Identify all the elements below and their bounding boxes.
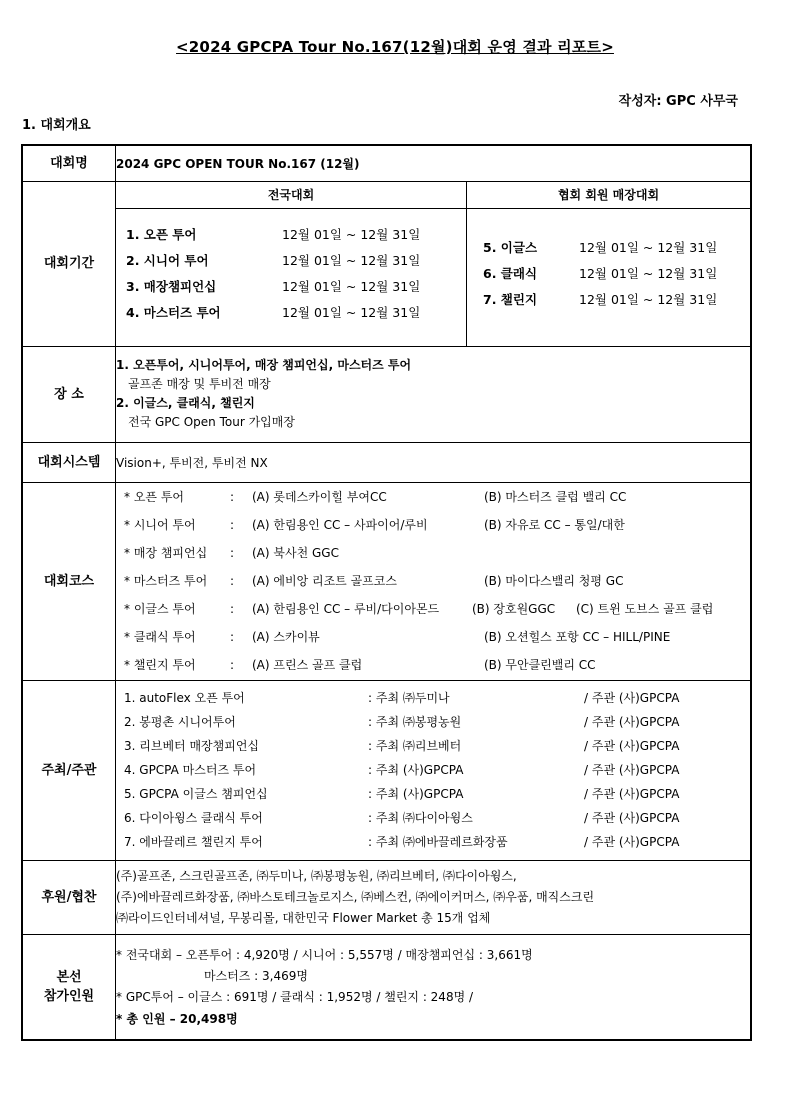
course-tour: * 챌린지 투어: [124, 658, 196, 672]
host-event: 1. autoFlex 오픈 투어: [124, 691, 245, 705]
host-event: 2. 봉평촌 시니어투어: [124, 715, 236, 729]
course-item: [124, 511, 750, 539]
host-event: 3. 리브베터 매장챔피언십: [124, 739, 259, 753]
course-a: (A) 한림용인 CC – 사파이어/루비: [252, 518, 428, 532]
course-c: (C) 트윈 도브스 골프 클럽: [576, 602, 714, 616]
national-column: [116, 182, 467, 346]
course-tour: * 마스터즈 투어: [124, 574, 208, 588]
course-colon: :: [230, 630, 235, 644]
host-organizer: : 주최 (사)GPCPA: [368, 787, 464, 801]
host-operator: / 주관 (사)GPCPA: [584, 811, 680, 825]
system-label: 대회시스템: [22, 442, 116, 482]
host-item: [124, 758, 750, 782]
course-a: (A) 스카이뷰: [252, 630, 320, 644]
period-label: 대회기간: [22, 181, 116, 346]
host-operator: / 주관 (사)GPCPA: [584, 787, 680, 801]
host-organizer: : 주최 ㈜에바끌레르화장품: [368, 835, 508, 849]
course-colon: :: [230, 490, 235, 504]
event-name-label: 대회명: [22, 145, 116, 181]
national-item: 2. 시니어 투어 12월 01일 ~ 12월 31일: [126, 252, 421, 268]
participants-total: * 총 인원 – 20,498명: [116, 1011, 238, 1026]
host-operator: / 주관 (사)GPCPA: [584, 835, 680, 849]
course-a: (A) 롯데스카이힐 부여CC: [252, 490, 387, 504]
row-event-name: [22, 145, 751, 181]
national-item: 1. 오픈 투어 12월 01일 ~ 12월 31일: [126, 226, 421, 242]
participants-line: * GPC투어 – 이글스 : 691명 / 클래식 : 1,952명 / 챌린지 : 248명 /: [116, 989, 474, 1004]
host-item: [124, 734, 750, 758]
row-participants: [22, 934, 751, 1040]
host-event: 5. GPCPA 이글스 챔피언십: [124, 787, 268, 801]
host-label: 주최/주관: [22, 680, 116, 860]
row-sponsors: [22, 860, 751, 934]
sponsor-line: (주)골프존, 스크린골프존, ㈜두미나, ㈜봉평농원, ㈜리브베터, ㈜다이아윙스,: [116, 868, 517, 883]
course-b: (B) 오션힐스 포항 CC – HILL/PINE: [484, 630, 671, 644]
member-item: 6. 클래식 12월 01일 ~ 12월 31일: [483, 265, 718, 281]
national-header: 전국대회: [116, 182, 466, 209]
sponsors-label: 후원/협찬: [22, 860, 116, 934]
course-item: [124, 483, 750, 511]
sponsors-content: [116, 860, 752, 934]
course-colon: :: [230, 658, 235, 672]
host-organizer: : 주최 ㈜다이아윙스: [368, 811, 473, 825]
host-item: [124, 830, 750, 854]
author-line: 작성자: GPC 사무국: [618, 94, 738, 109]
course-item: [124, 539, 750, 567]
venue-line: 골프존 매장 및 투비전 매장: [128, 377, 271, 391]
course-a: (A) 북사천 GGC: [252, 546, 339, 560]
courses-label: 대회코스: [22, 482, 116, 680]
course-tour: * 오픈 투어: [124, 490, 184, 504]
participants-line: * 전국대회 – 오픈투어 : 4,920명 / 시니어 : 5,557명 / 매장챔피언십 : 3,661명: [116, 947, 533, 962]
participants-label: 본선 참가인원: [22, 934, 116, 1040]
course-tour: * 이글스 투어: [124, 602, 196, 616]
host-item: [124, 782, 750, 806]
host-event: 7. 에바끌레르 챌린지 투어: [124, 835, 263, 849]
course-item: [124, 567, 750, 595]
course-colon: :: [230, 574, 235, 588]
sponsor-line: (주)에바끌레르화장품, ㈜바스토테크놀로지스, ㈜베스컨, ㈜에이커머스, ㈜우품, 매직스크린: [116, 889, 595, 904]
overview-table: [21, 144, 752, 1041]
host-operator: / 주관 (사)GPCPA: [584, 691, 680, 705]
host-organizer: : 주최 ㈜리브베터: [368, 739, 462, 753]
system-value: Vision+, 투비전, 투비전 NX: [116, 442, 752, 482]
course-item: [124, 651, 750, 679]
course-item: [124, 595, 750, 623]
row-host: [22, 680, 751, 860]
section-heading: 1. 대회개요: [22, 118, 91, 133]
member-item: 5. 이글스 12월 01일 ~ 12월 31일: [483, 239, 718, 255]
host-event: 4. GPCPA 마스터즈 투어: [124, 763, 257, 777]
participants-line: 마스터즈 : 3,469명: [204, 968, 308, 983]
course-colon: :: [230, 518, 235, 532]
host-operator: / 주관 (사)GPCPA: [584, 739, 680, 753]
course-b: (B) 장호원GGC: [472, 602, 556, 616]
course-b: (B) 마스터즈 클럽 밸리 CC: [484, 490, 627, 504]
venue-label: 장 소: [22, 346, 116, 442]
row-period: [22, 181, 751, 346]
row-courses: [22, 482, 751, 680]
venue-content: [116, 346, 752, 442]
course-colon: :: [230, 602, 235, 616]
course-tour: * 매장 챔피언십: [124, 546, 208, 560]
venue-line: 1. 오픈투어, 시니어투어, 매장 챔피언십, 마스터즈 투어: [116, 358, 412, 372]
host-operator: / 주관 (사)GPCPA: [584, 763, 680, 777]
row-venue: [22, 346, 751, 442]
course-a: (A) 에비앙 리조트 골프코스: [252, 574, 397, 588]
host-operator: / 주관 (사)GPCPA: [584, 715, 680, 729]
host-item: [124, 806, 750, 830]
host-organizer: : 주최 (사)GPCPA: [368, 763, 464, 777]
venue-line: 전국 GPC Open Tour 가입매장: [128, 415, 295, 429]
report-title: <2024 GPCPA Tour No.167(12월)대회 운영 결과 리포트>: [176, 38, 614, 56]
member-header: 협회 회원 매장대회: [467, 182, 750, 209]
course-b: (B) 마이다스밸리 청평 GC: [484, 574, 624, 588]
host-item: [124, 686, 750, 710]
courses-content: [116, 482, 752, 680]
participants-content: [116, 934, 752, 1040]
course-a: (A) 한림용인 CC – 루비/다이아몬드: [252, 602, 440, 616]
sponsor-line: ㈜라이드인터네셔널, 무봉리몰, 대한민국 Flower Market 총 15개 업체: [116, 910, 491, 925]
row-system: [22, 442, 751, 482]
host-organizer: : 주최 ㈜봉평농원: [368, 715, 462, 729]
host-content: [116, 680, 752, 860]
course-tour: * 클래식 투어: [124, 630, 196, 644]
course-a: (A) 프린스 골프 클럽: [252, 658, 363, 672]
course-tour: * 시니어 투어: [124, 518, 196, 532]
course-b: (B) 자유로 CC – 통일/대한: [484, 518, 625, 532]
venue-line: 2. 이글스, 클래식, 챌린지: [116, 396, 255, 410]
course-item: [124, 623, 750, 651]
host-item: [124, 710, 750, 734]
member-column: [467, 182, 750, 346]
host-organizer: : 주최 ㈜두미나: [368, 691, 450, 705]
event-name-value: 2024 GPC OPEN TOUR No.167 (12월): [116, 145, 752, 181]
host-event: 6. 다이아윙스 클래식 투어: [124, 811, 263, 825]
course-b: (B) 무안클린밸리 CC: [484, 658, 596, 672]
member-item: 7. 챌린지 12월 01일 ~ 12월 31일: [483, 291, 718, 307]
course-colon: :: [230, 546, 235, 560]
national-item: 3. 매장챔피언십 12월 01일 ~ 12월 31일: [126, 278, 421, 294]
national-item: 4. 마스터즈 투어 12월 01일 ~ 12월 31일: [126, 304, 421, 320]
period-content: [116, 181, 752, 346]
